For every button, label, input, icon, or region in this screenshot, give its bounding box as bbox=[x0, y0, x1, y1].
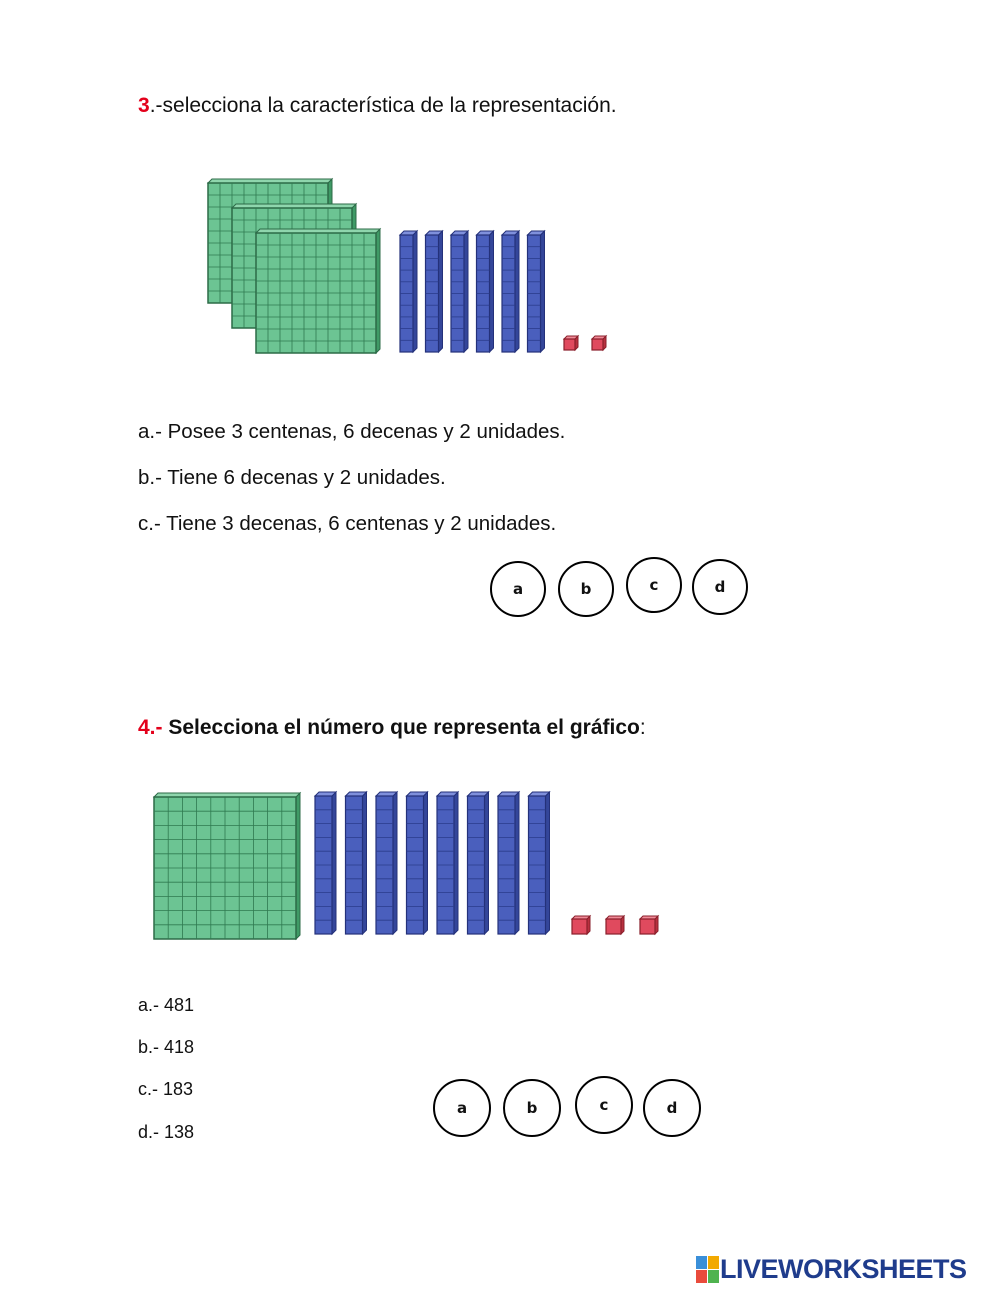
question-3-option-c: c.- Tiene 3 decenas, 6 centenas y 2 unidades. bbox=[138, 512, 557, 535]
ten-rod bbox=[468, 792, 489, 934]
ten-rod bbox=[529, 792, 550, 934]
ten-rod bbox=[376, 792, 397, 934]
question-4-option-c: c.- 183 bbox=[138, 1079, 194, 1099]
question-4-choice-b[interactable]: b bbox=[503, 1079, 561, 1137]
question-4-text: Selecciona el número que representa el gráfico bbox=[168, 716, 640, 739]
question-4-choice-d[interactable]: d bbox=[643, 1079, 701, 1137]
liveworksheets-logo bbox=[696, 1254, 967, 1285]
question-3-base-ten-figure bbox=[200, 175, 630, 365]
hundred-block bbox=[256, 229, 380, 353]
ten-rod bbox=[315, 792, 336, 934]
liveworksheets-logo-text: LIVEWORKSHEETS bbox=[720, 1254, 967, 1284]
question-3-choice-d[interactable]: d bbox=[692, 559, 748, 615]
ten-rod bbox=[346, 792, 367, 934]
question-4-choice-c[interactable]: c bbox=[575, 1076, 633, 1134]
question-4-choice-a[interactable]: a bbox=[433, 1079, 491, 1137]
ten-rod bbox=[407, 792, 428, 934]
unit-cube bbox=[592, 336, 606, 350]
question-3-option-a: a.- Posee 3 centenas, 6 decenas y 2 unidades. bbox=[138, 420, 566, 443]
unit-cube bbox=[640, 916, 658, 934]
question-3-choice-b[interactable]: b bbox=[558, 561, 614, 617]
unit-cube bbox=[572, 916, 590, 934]
unit-cube bbox=[564, 336, 578, 350]
ten-rod bbox=[502, 231, 519, 352]
liveworksheets-logo-icon bbox=[696, 1256, 720, 1284]
question-3-choice-c[interactable]: c bbox=[626, 557, 682, 613]
ten-rod bbox=[451, 231, 468, 352]
question-4-number: 4.- bbox=[138, 716, 163, 739]
ten-rod bbox=[528, 231, 545, 352]
question-4-option-d: d.- 138 bbox=[138, 1122, 195, 1142]
question-4-title bbox=[138, 716, 646, 740]
question-3-choice-a[interactable]: a bbox=[490, 561, 546, 617]
ten-rod bbox=[437, 792, 458, 934]
hundred-block bbox=[154, 793, 300, 939]
question-3-number: 3 bbox=[138, 94, 150, 117]
question-3-option-b: b.- Tiene 6 decenas y 2 unidades. bbox=[138, 466, 446, 489]
ten-rod bbox=[426, 231, 443, 352]
question-3-text: .-selecciona la característica de la representación. bbox=[149, 94, 617, 117]
unit-cube bbox=[606, 916, 624, 934]
ten-rod bbox=[400, 231, 417, 352]
question-4-colon: : bbox=[639, 716, 646, 739]
question-4-base-ten-figure bbox=[150, 788, 680, 948]
question-4-option-a: a.- 481 bbox=[138, 995, 195, 1015]
ten-rod bbox=[477, 231, 494, 352]
question-3-title bbox=[138, 94, 617, 118]
question-4-option-b: b.- 418 bbox=[138, 1037, 195, 1057]
ten-rod bbox=[498, 792, 519, 934]
